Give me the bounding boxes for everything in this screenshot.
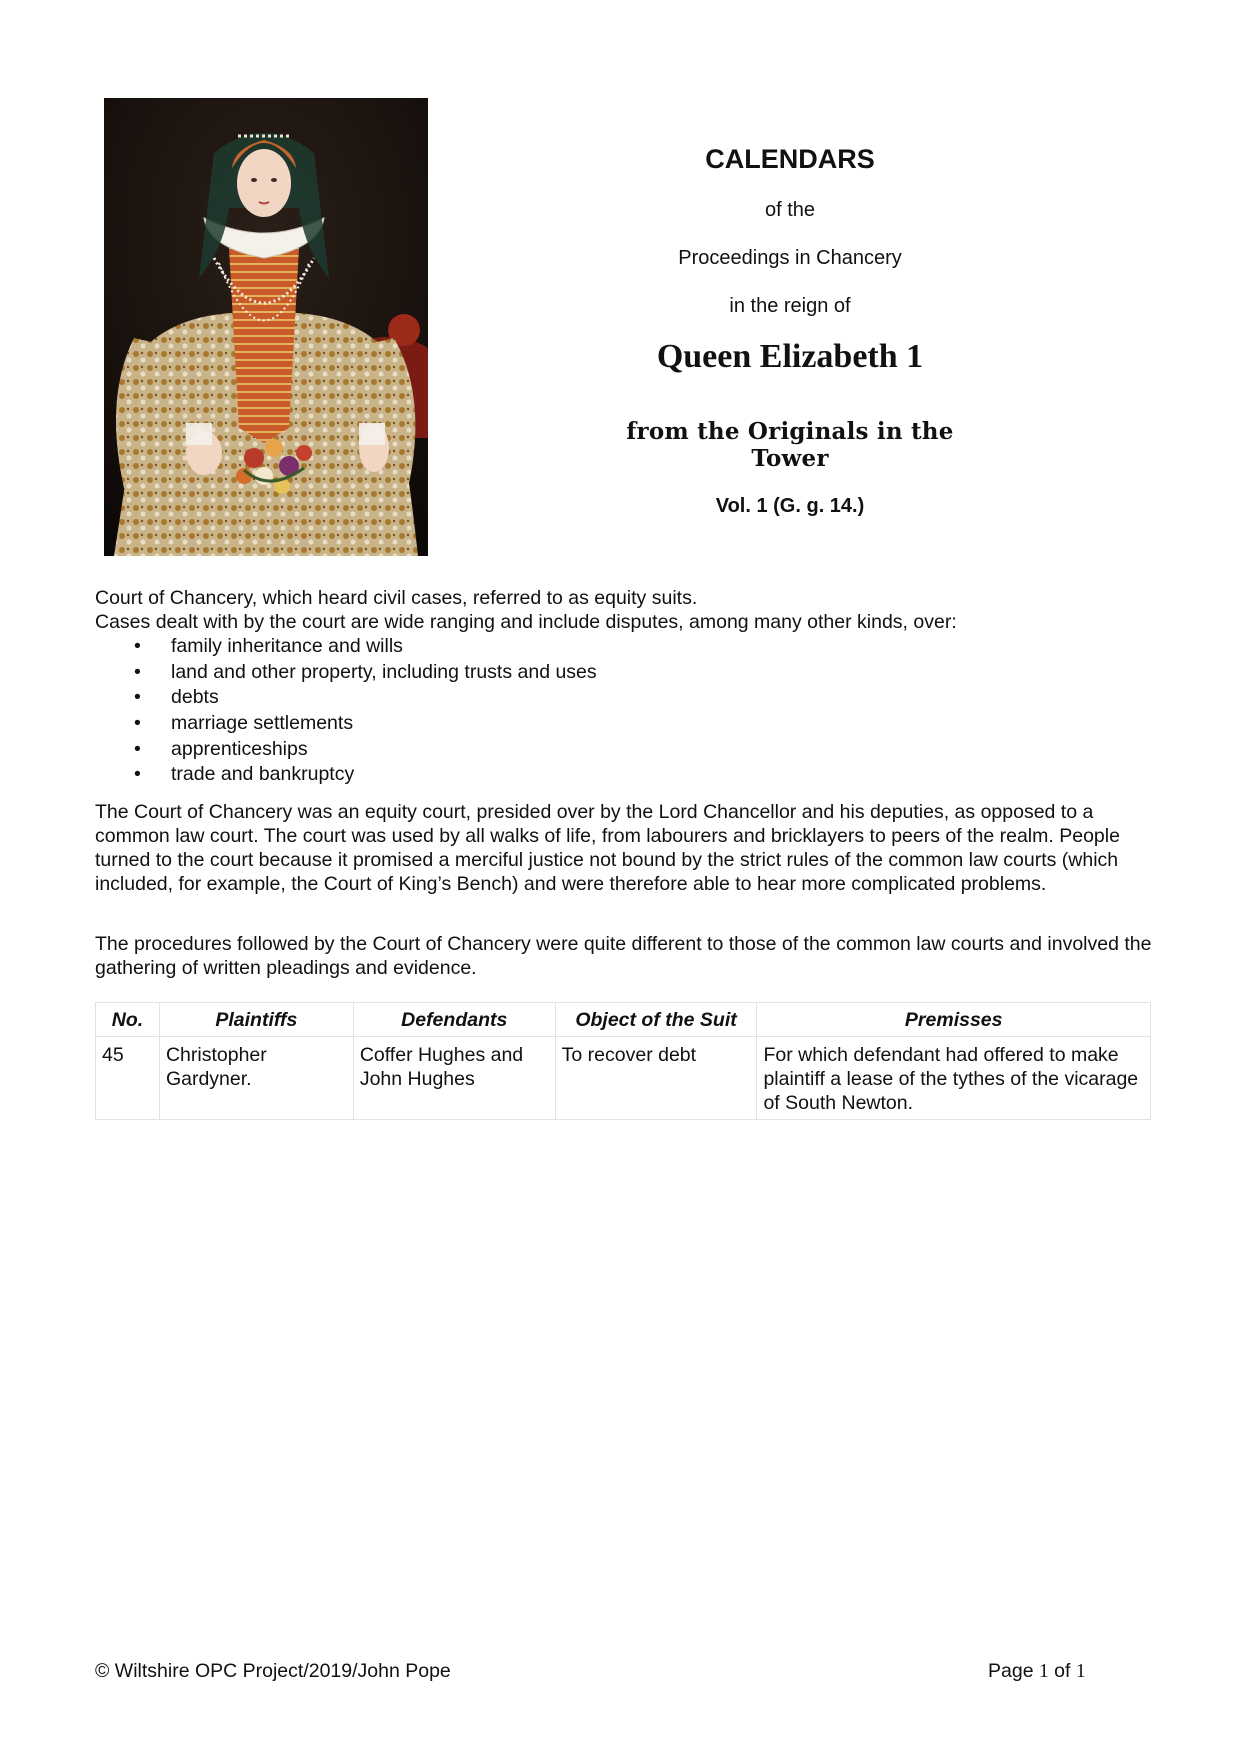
intro-line-2: Cases dealt with by the court are wide ranging and include disputes, among many other kinds, over: bbox=[95, 611, 957, 633]
page-total: 1 bbox=[1075, 1661, 1086, 1682]
bullet-icon: • bbox=[134, 763, 141, 786]
list-item bbox=[95, 737, 1155, 763]
column-header-defendants: Defendants bbox=[353, 1003, 555, 1037]
title-block bbox=[590, 144, 990, 538]
list-item bbox=[95, 634, 1155, 660]
list-item-text: apprenticeships bbox=[171, 737, 308, 760]
list-item-text: family inheritance and wills bbox=[171, 635, 403, 657]
column-header-no: No. bbox=[96, 1003, 160, 1037]
column-header-object: Object of the Suit bbox=[555, 1003, 757, 1037]
column-header-premisses: Premisses bbox=[757, 1003, 1151, 1037]
list-item-text: marriage settlements bbox=[171, 712, 354, 735]
intro-line-1: Court of Chancery, which heard civil cases, referred to as equity suits. bbox=[95, 587, 698, 609]
source-line: from the Originals in the Tower bbox=[626, 418, 954, 472]
cell-defendants: Coffer Hughes and John Hughes bbox=[353, 1037, 555, 1120]
cell-no: 45 bbox=[96, 1037, 160, 1120]
title-line-proceedings: Proceedings in Chancery bbox=[678, 247, 902, 269]
cell-premisses: For which defendant had offered to make plaintiff a lease of the tythes of the vicarage of South Newton. bbox=[757, 1037, 1151, 1120]
table-header-row bbox=[96, 1003, 1151, 1037]
list-item bbox=[95, 660, 1155, 686]
volume-line: Vol. 1 (G. g. 14.) bbox=[715, 495, 865, 517]
page-of-label: of bbox=[1048, 1660, 1076, 1682]
list-item bbox=[95, 762, 1155, 788]
table-row bbox=[96, 1037, 1151, 1120]
list-item-text: trade and bankruptcy bbox=[171, 763, 355, 786]
dispute-list bbox=[95, 634, 1155, 788]
title-line-reign: in the reign of bbox=[729, 295, 851, 317]
title-line-of-the: of the bbox=[764, 199, 816, 221]
monarch-name: Queen Elizabeth 1 bbox=[656, 338, 924, 375]
procedures-paragraph: The procedures followed by the Court of Chancery were quite different to those of the common law courts and involved the gathering of written pleadings and evidence. bbox=[95, 933, 1152, 979]
footer-page-number bbox=[988, 1660, 1086, 1683]
list-item bbox=[95, 711, 1155, 737]
list-item bbox=[95, 685, 1155, 711]
list-item-text: land and other property, including trusts and uses bbox=[171, 660, 597, 683]
footer-copyright: © Wiltshire OPC Project/2019/John Pope bbox=[95, 1660, 451, 1682]
intro-section bbox=[95, 586, 1155, 788]
bullet-icon: • bbox=[134, 660, 141, 683]
cell-plaintiffs: Christopher Gardyner. bbox=[159, 1037, 353, 1120]
bullet-icon: • bbox=[134, 686, 141, 709]
suits-table bbox=[95, 1002, 1151, 1120]
bullet-icon: • bbox=[134, 712, 141, 735]
page-current: 1 bbox=[1038, 1661, 1049, 1682]
list-item-text: debts bbox=[171, 686, 219, 709]
page-label: Page bbox=[988, 1660, 1039, 1682]
cell-object: To recover debt bbox=[555, 1037, 757, 1120]
court-description-paragraph: The Court of Chancery was an equity court, presided over by the Lord Chancellor and his deputies, as opposed to a common law court. The court was used by all walks of life, from labourers and bricklayers to peers of the realm. People turned to the court because it promised a merciful justice not bound by the strict rules of the common law courts (which included, for example, the Court of King’s Bench) and were therefore able to hear more complicated problems. bbox=[95, 801, 1120, 895]
document-title: CALENDARS bbox=[705, 144, 875, 174]
bullet-icon: • bbox=[134, 737, 141, 760]
column-header-plaintiffs: Plaintiffs bbox=[159, 1003, 353, 1037]
portrait-image bbox=[104, 98, 428, 556]
bullet-icon: • bbox=[134, 635, 141, 657]
